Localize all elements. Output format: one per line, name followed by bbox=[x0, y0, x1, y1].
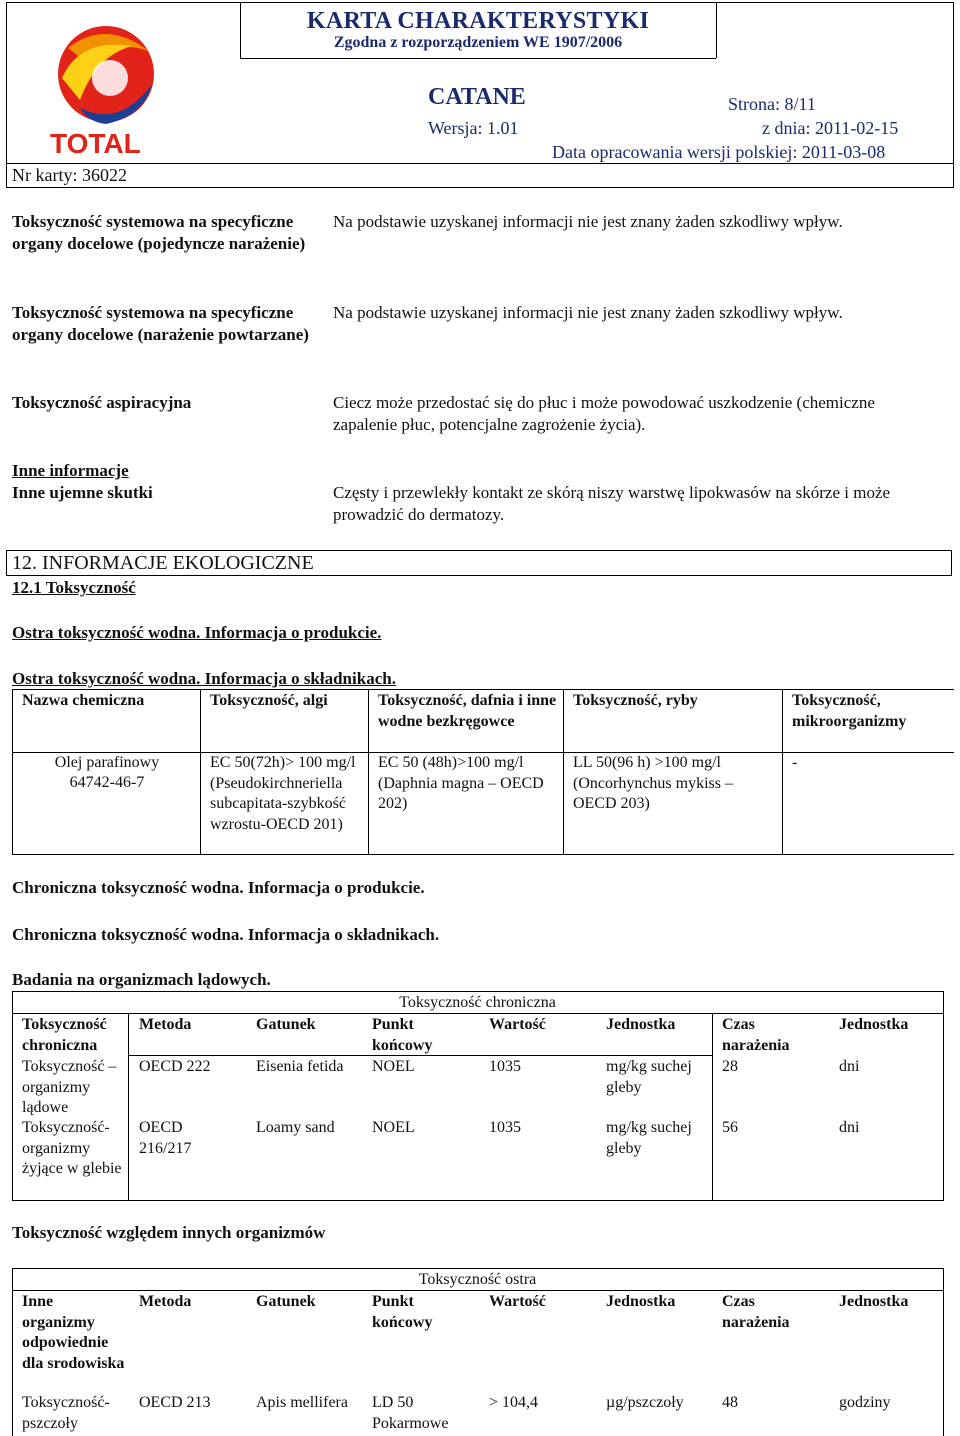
polish-version-date: Data opracowania wersji polskiej: 2011-03-08 bbox=[552, 142, 886, 162]
table-cell: µg/pszczoły bbox=[606, 1394, 684, 1411]
chronic-components-heading: Chroniczna toksyczność wodna. Informacja o składnikach. bbox=[12, 925, 440, 944]
tox-row-value: Na podstawie uzyskanej informacji nie jest znany żaden szkodliwy wpływ. bbox=[333, 303, 843, 322]
table-header: Jednostka bbox=[839, 1293, 909, 1310]
table-header: Gatunek bbox=[256, 1293, 316, 1310]
svg-text:TOTAL: TOTAL bbox=[50, 128, 141, 159]
other-effects-value: Częsty i przewlekły kontakt ze skórą niszy warstwę lipokwasów na skórze i może prowadzić do dermatozy. bbox=[333, 483, 891, 524]
product-name: CATANE bbox=[428, 84, 526, 110]
table-header: Gatunek bbox=[256, 1016, 316, 1033]
table-cell: Toksyczność-organizmy żyjące w glebie bbox=[22, 1119, 122, 1177]
table-cell: NOEL bbox=[372, 1058, 415, 1075]
table-cell: dni bbox=[839, 1058, 860, 1075]
chronic-product-heading: Chroniczna toksyczność wodna. Informacja o produkcie. bbox=[12, 878, 425, 897]
tox-row-value: Ciecz może przedostać się do płuc i może powodować uszkodzenie (chemiczne zapalenie płuc, potencjalne zagrożenie życia). bbox=[333, 393, 875, 434]
version-label: Wersja: 1.01 bbox=[428, 118, 519, 138]
tox-row-label: Toksyczność systemowa na specyficzne organy docelowe (narażenie powtarzane) bbox=[12, 303, 309, 344]
table-header: Metoda bbox=[139, 1293, 192, 1310]
version-date: z dnia: 2011-02-15 bbox=[762, 118, 899, 138]
table-header: Toksyczność, ryby bbox=[573, 692, 698, 709]
table-header: Toksyczność chroniczna bbox=[22, 1016, 107, 1054]
table-cell: OECD 216/217 bbox=[139, 1119, 192, 1157]
tox-row-label: Toksyczność aspiracyjna bbox=[12, 393, 192, 412]
card-number: Nr karty: 36022 bbox=[12, 165, 127, 185]
table-header: Toksyczność, algi bbox=[210, 692, 328, 709]
table-header: Wartość bbox=[489, 1293, 546, 1310]
regulation-subtitle: Zgodna z rozporządzeniem WE 1907/2006 bbox=[333, 34, 623, 51]
tox-row-label: Toksyczność systemowa na specyficzne organy docelowe (pojedyncze narażenie) bbox=[12, 212, 306, 253]
table-header: Punkt końcowy bbox=[372, 1016, 433, 1054]
chemical-name: Olej parafinowy bbox=[54, 754, 160, 771]
table-header: Jednostka bbox=[839, 1016, 909, 1033]
table-header: Toksyczność, dafnia i inne wodne bezkręgowce bbox=[378, 692, 557, 730]
tox-row-value: Na podstawie uzyskanej informacji nie jest znany żaden szkodliwy wpływ. bbox=[333, 212, 843, 231]
daphnia-toxicity: EC 50 (48h)>100 mg/l (Daphnia magna – OECD 202) bbox=[378, 754, 544, 812]
table-cell: 28 bbox=[722, 1058, 738, 1075]
table-cell: Toksyczność – organizmy lądowe bbox=[22, 1058, 117, 1116]
table-header: Punkt końcowy bbox=[372, 1293, 433, 1331]
algae-toxicity: EC 50(72h)> 100 mg/l (Pseudokirchneriella subcapitata-szybkość wzrostu-OECD 201) bbox=[210, 754, 356, 833]
total-logo bbox=[40, 8, 180, 160]
table-header: Jednostka bbox=[606, 1016, 676, 1033]
table-header: Inne organizmy odpowiednie dla srodowiska bbox=[22, 1293, 125, 1372]
table-cell: mg/kg suchej gleby bbox=[606, 1058, 692, 1096]
fish-toxicity: LL 50(96 h) >100 mg/l (Oncorhynchus mykiss – OECD 203) bbox=[573, 754, 733, 812]
table-cell: LD 50 Pokarmowe bbox=[372, 1394, 449, 1432]
table-header: Czas narażenia bbox=[722, 1016, 790, 1054]
section-12-1-heading: 12.1 Toksyczność bbox=[12, 578, 136, 597]
other-info-heading: Inne informacje bbox=[12, 461, 129, 480]
terrestrial-heading: Badania na organizmach lądowych. bbox=[12, 970, 271, 989]
other-organisms-heading: Toksyczność względem innych organizmów bbox=[12, 1223, 326, 1242]
table-caption: Toksyczność chroniczna bbox=[399, 994, 556, 1011]
acute-product-heading: Ostra toksyczność wodna. Informacja o produkcie. bbox=[12, 623, 382, 642]
table-cell: 1035 bbox=[489, 1119, 521, 1136]
table-header: Toksyczność, mikroorganizmy bbox=[792, 692, 907, 730]
table-cell: Toksyczność-pszczoły bbox=[22, 1394, 110, 1432]
table-cell: Apis mellifera bbox=[256, 1394, 348, 1411]
table-cell: 1035 bbox=[489, 1058, 521, 1075]
table-cell: dni bbox=[839, 1119, 860, 1136]
table-cell: NOEL bbox=[372, 1119, 415, 1136]
table-cell: OECD 222 bbox=[139, 1058, 211, 1075]
table-header: Nazwa chemiczna bbox=[22, 692, 145, 709]
table-cell: OECD 213 bbox=[139, 1394, 211, 1411]
table-caption: Toksyczność ostra bbox=[418, 1271, 537, 1288]
table-cell: Loamy sand bbox=[256, 1119, 335, 1136]
microorganism-toxicity: - bbox=[792, 754, 798, 771]
other-effects-label: Inne ujemne skutki bbox=[12, 483, 153, 502]
table-cell: 48 bbox=[722, 1394, 738, 1411]
table-cell: 56 bbox=[722, 1119, 738, 1136]
acute-components-heading: Ostra toksyczność wodna. Informacja o składnikach. bbox=[12, 669, 396, 688]
table-header: Jednostka bbox=[606, 1293, 676, 1310]
page-number: Strona: 8/11 bbox=[728, 94, 816, 114]
table-header: Czas narażenia bbox=[722, 1293, 790, 1331]
table-header: Metoda bbox=[139, 1016, 192, 1033]
table-cell: Eisenia fetida bbox=[256, 1058, 344, 1075]
section-12-heading: 12. INFORMACJE EKOLOGICZNE bbox=[12, 552, 314, 574]
table-header: Wartość bbox=[489, 1016, 546, 1033]
document-title: KARTA CHARAKTERYSTYKI bbox=[306, 8, 650, 34]
table-cell: > 104,4 bbox=[489, 1394, 539, 1411]
table-cell: godziny bbox=[839, 1394, 891, 1411]
table-cell: mg/kg suchej gleby bbox=[606, 1119, 692, 1157]
cas-number: 64742-46-7 bbox=[69, 774, 145, 791]
